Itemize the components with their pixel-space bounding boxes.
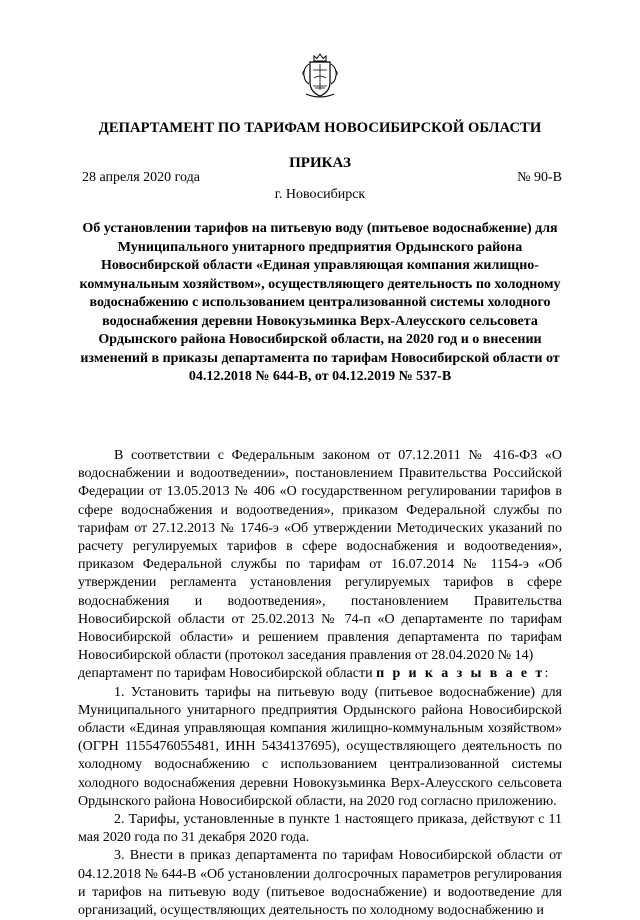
decree-line bbox=[78, 665, 562, 683]
order-item-3: 3. Внести в приказ департамента по тарифам Новосибирской области от 04.12.2018 № 644-В «Об установлении долгосрочных параметров регулирования и тарифов на питьевую воду (питьевое водоснабжение) и водоотведение для организаций, осуществляющих деятельность по холодному водоснабжению и bbox=[78, 848, 562, 919]
order-body bbox=[78, 447, 562, 920]
decree-lead: департамент по тарифам Новосибирской области bbox=[78, 666, 373, 682]
order-item-1: 1. Установить тарифы на питьевую воду (питьевое водоснабжение) для Муниципального унитарного предприятия Ордынского района Новосибирской области «Единая управляющая компания жилищно-коммунальным хозяйством» (ОГРН 1155476055481, ИНН 5434137695), осуществляющего деятельность по холодному водоснабжению с использованием централизованной системы холодного водоснабжения деревни Новокузьминка Верх-Алеусского сельсовета Ордынского района Новосибирской области, на 2020 год согласно приложению. bbox=[78, 684, 562, 809]
order-number: № 90-В bbox=[517, 170, 562, 185]
order-item-2: 2. Тарифы, установленные в пункте 1 настоящего приказа, действуют с 11 мая 2020 года по 31 декабря 2020 года. bbox=[78, 812, 562, 846]
coat-of-arms-icon bbox=[300, 50, 340, 100]
document-type: ПРИКАЗ bbox=[289, 155, 351, 171]
order-date: 28 апреля 2020 года bbox=[82, 170, 200, 185]
order-title: Об установлении тарифов на питьевую воду (питьевое водоснабжение) для Муниципального унитарного предприятия Ордынского района Новосибирской области «Единая управляющая компания жилищно-коммунальным хозяйством», осуществляющего деятельность по холодному водоснабжению с использованием централизованной системы холодного водоснабжения деревни Новокузьминка Верх-Алеусского сельсовета Ордынского района Новосибирской области, на 2020 год и о внесении изменений в приказы департамента по тарифам Новосибирской области от 04.12.2018 № 644-В, от 04.12.2019 № 537-В bbox=[79, 221, 561, 384]
department-name: ДЕПАРТАМЕНТ ПО ТАРИФАМ НОВОСИБИРСКОЙ ОБЛАСТИ bbox=[98, 120, 542, 136]
city: г. Новосибирск bbox=[274, 187, 366, 202]
preamble-paragraph: В соответствии с Федеральным законом от 07.12.2011 № 416-ФЗ «О водоснабжении и водоотведении», постановлением Правительства Российской Федерации от 13.05.2013 № 406 «О государственном регулировании тарифов в сфере водоснабжения и водоотведения», приказом Федеральной службы по тарифам от 27.12.2013 № 1746-э «Об утверждении Методических указаний по расчету регулируемых тарифов в сфере водоснабжения и водоотведения», приказом Федеральной службы по тарифам от 16.07.2014 № 1154-э «Об утверждении регламента установления регулируемых тарифов в сфере водоснабжения и водоотведения», постановлением Правительства Новосибирской области от 25.02.2013 № 74-п «О департаменте по тарифам Новосибирской области» и решением правления департамента по тарифам Новосибирской области (протокол заседания правления от 28.04.2020 № 14) bbox=[78, 448, 562, 664]
decree-word: п р и к а з ы в а е т bbox=[376, 666, 545, 682]
decree-colon: : bbox=[544, 666, 549, 682]
